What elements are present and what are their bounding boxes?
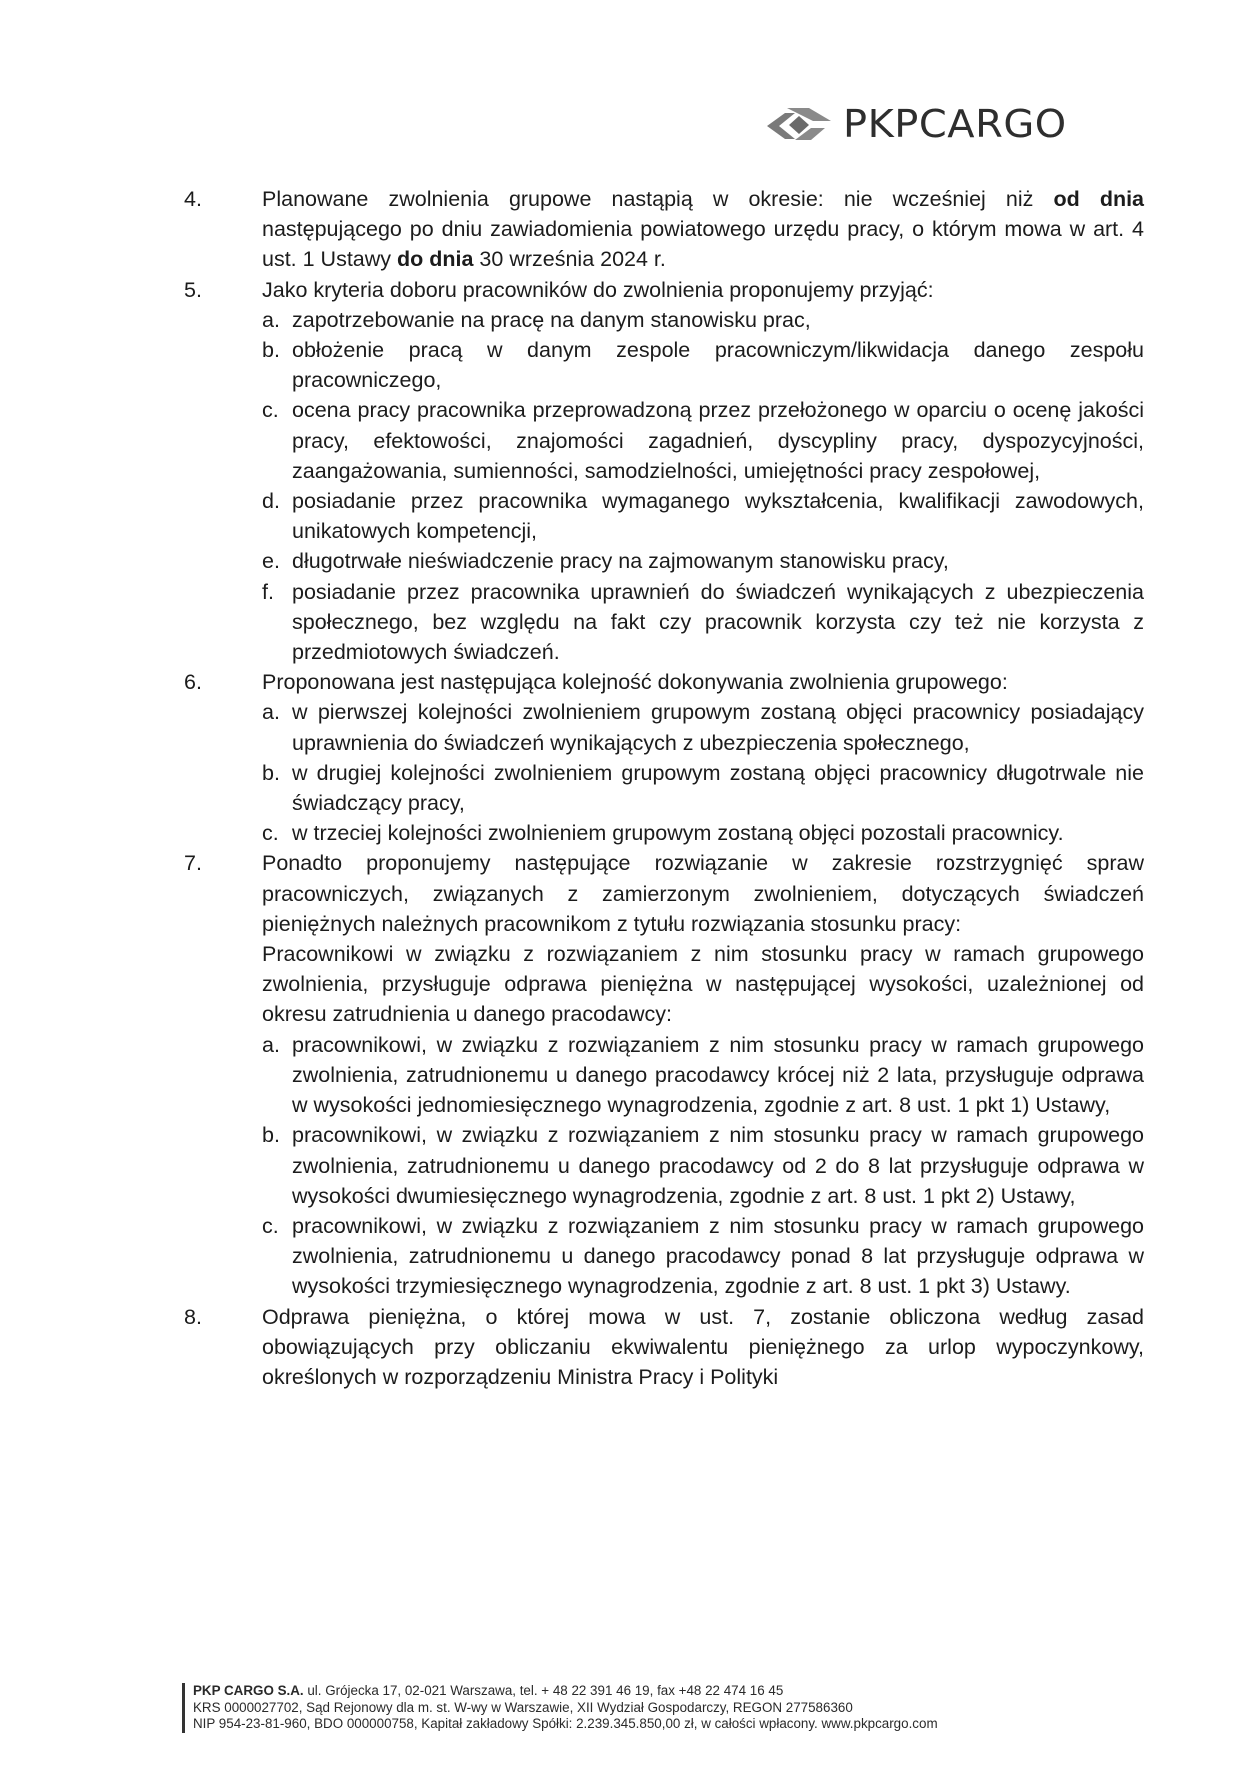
logo-text: PKPCARGO — [843, 102, 1067, 146]
item-text: w trzeciej kolejności zwolnieniem grupowym zostaną objęci pozostali pracownicy. — [292, 821, 1064, 846]
section-paragraph: Pracownikowi w związku z rozwiązaniem z nim stosunku pracy w ramach grupowego zwolnienia, przysługuje odprawa pieniężna w następującej wysokości, uzależnionej od okresu zatrudnienia u danego pracodawcy: — [262, 942, 1144, 1027]
bold-text: do dnia — [397, 247, 474, 272]
item-letter: a. — [262, 307, 280, 332]
list-item — [262, 758, 1144, 818]
section-text — [262, 184, 1144, 275]
severance-list — [262, 1030, 1144, 1302]
list-item — [262, 305, 1144, 335]
pkp-cargo-logo-icon — [765, 104, 833, 144]
item-text: obłożenie pracą w danym zespole pracowniczym/likwidacja danego zespołu pracowniczego, — [292, 338, 1144, 393]
section-intro: Jako kryteria doboru pracowników do zwolnienia proponujemy przyjąć: — [262, 277, 934, 302]
text-run: 30 września 2024 r. — [473, 247, 666, 272]
section-intro: Odprawa pieniężna, o której mowa w ust. 7, zostanie obliczona według zasad obowiązujących przy obliczaniu ekwiwalentu pieniężnego za urlop wypoczynkowy, określonych w rozporządzeniu Ministra Pracy i Polityki — [262, 1304, 1144, 1389]
item-letter: a. — [262, 1032, 280, 1057]
footer-line-2: KRS 0000027702, Sąd Rejonowy dla m. st. W-wy w Warszawie, XII Wydział Gospodarczy, REGON 277586360 — [193, 1699, 853, 1715]
footer-line-1 — [193, 1683, 1153, 1700]
item-letter: e. — [262, 549, 280, 574]
section-intro — [262, 848, 1144, 1029]
list-item — [262, 577, 1144, 668]
item-text: długotrwałe nieświadczenie pracy na zajmowanym stanowisku pracy, — [292, 549, 949, 574]
footer-line-3: NIP 954-23-81-960, BDO 000000758, Kapitał zakładowy Spółki: 2.239.345.850,00 zł, w całości wpłacony. www.pkpcargo.com — [193, 1716, 938, 1731]
section-4 — [184, 184, 1144, 275]
footer-address: ul. Grójecka 17, 02-021 Warszawa, tel. + 48 22 391 46 19, fax +48 22 474 16 45 — [303, 1683, 784, 1698]
list-item — [262, 335, 1144, 395]
item-text: w pierwszej kolejności zwolnieniem grupowym zostaną objęci pracownicy posiadający uprawnienia do świadczeń wynikających z ubezpieczenia społecznego, — [292, 700, 1144, 755]
item-text: posiadanie przez pracownika uprawnień do świadczeń wynikających z ubezpieczenia społecznego, bez względu na fakt czy pracownik korzysta czy też nie korzysta z przedmiotowych świadczeń. — [292, 579, 1144, 665]
section-number: 5. — [184, 277, 202, 302]
item-text: pracownikowi, w związku z rozwiązaniem z nim stosunku pracy w ramach grupowego zwolnienia, zatrudnionemu u danego pracodawcy krócej niż 2 lata, przysługuje odprawa w wysokości jednomiesięcznego wynagrodzenia, zgodnie z art. 8 ust. 1 pkt 1) Ustawy, — [292, 1032, 1144, 1118]
text-run: następującego po dniu zawiadomienia powiatowego urzędu pracy, o którym mowa w art. 4 ust. 1 Ustawy — [262, 217, 1144, 272]
item-text: zapotrzebowanie na pracę na danym stanowisku prac, — [292, 307, 811, 332]
bold-text: od dnia — [1053, 187, 1145, 211]
section-5 — [184, 275, 1144, 305]
criteria-list — [262, 305, 1144, 667]
document-body — [184, 184, 1144, 1392]
item-text: posiadanie przez pracownika wymaganego wykształcenia, kwalifikacji zawodowych, unikatowych kompetencji, — [292, 489, 1144, 544]
section-number: 7. — [184, 851, 202, 876]
list-item — [262, 1211, 1144, 1302]
company-footer — [182, 1683, 1153, 1733]
section-number: 6. — [184, 670, 202, 695]
item-letter: c. — [262, 1213, 279, 1238]
section-7 — [184, 848, 1144, 1029]
list-item — [262, 486, 1144, 546]
section-number: 8. — [184, 1304, 202, 1329]
section-6 — [184, 667, 1144, 697]
item-text: pracownikowi, w związku z rozwiązaniem z nim stosunku pracy w ramach grupowego zwolnienia, zatrudnionemu u danego pracodawcy ponad 8 lat przysługuje odprawa w wysokości trzymiesięcznego wynagrodzenia, zgodnie z art. 8 ust. 1 pkt 3) Ustawy. — [292, 1213, 1144, 1299]
item-letter: b. — [262, 1123, 280, 1148]
item-text: ocena pracy pracownika przeprowadzoną przez przełożonego w oparciu o ocenę jakości pracy, efektowości, znajomości zagadnień, dyscypliny pracy, dyspozycyjności, zaangażowania, sumienności, samodzielności, umiejętności pracy zespołowej, — [292, 398, 1144, 483]
list-item — [262, 1120, 1144, 1211]
section-8 — [184, 1302, 1144, 1393]
footer-company-name: PKP CARGO S.A. — [193, 1683, 304, 1698]
list-item — [262, 546, 1144, 576]
item-text: pracownikowi, w związku z rozwiązaniem z nim stosunku pracy w ramach grupowego zwolnienia, zatrudnionemu u danego pracodawcy od 2 do 8 lat przysługuje odprawa w wysokości dwumiesięcznego wynagrodzenia, zgodnie z art. 8 ust. 1 pkt 2) Ustawy, — [292, 1123, 1144, 1208]
section-intro-text: Ponadto proponujemy następujące rozwiązanie w zakresie rozstrzygnięć spraw pracowniczych, związanych z zamierzonym zwolnieniem, dotyczących świadczeń pieniężnych należnych pracownikom z tytułu rozwiązania stosunku pracy: — [262, 851, 1144, 936]
item-letter: c. — [262, 821, 279, 846]
item-letter: a. — [262, 700, 280, 725]
list-item — [262, 1030, 1144, 1121]
section-number: 4. — [184, 187, 202, 211]
company-logo — [765, 102, 1067, 146]
list-item — [262, 818, 1144, 848]
item-letter: c. — [262, 398, 279, 423]
item-letter: b. — [262, 338, 280, 363]
list-item — [262, 395, 1144, 486]
item-letter: b. — [262, 760, 280, 785]
text-run: Planowane zwolnienia grupowe nastąpią w okresie: nie wcześniej niż — [262, 187, 1054, 211]
section-intro: Proponowana jest następująca kolejność dokonywania zwolnienia grupowego: — [262, 670, 1008, 695]
list-item — [262, 697, 1144, 757]
item-letter: d. — [262, 489, 280, 514]
order-list — [262, 697, 1144, 848]
item-text: w drugiej kolejności zwolnieniem grupowym zostaną objęci pracownicy długotrwale nie świadczący pracy, — [292, 760, 1144, 816]
item-letter: f. — [262, 579, 274, 604]
